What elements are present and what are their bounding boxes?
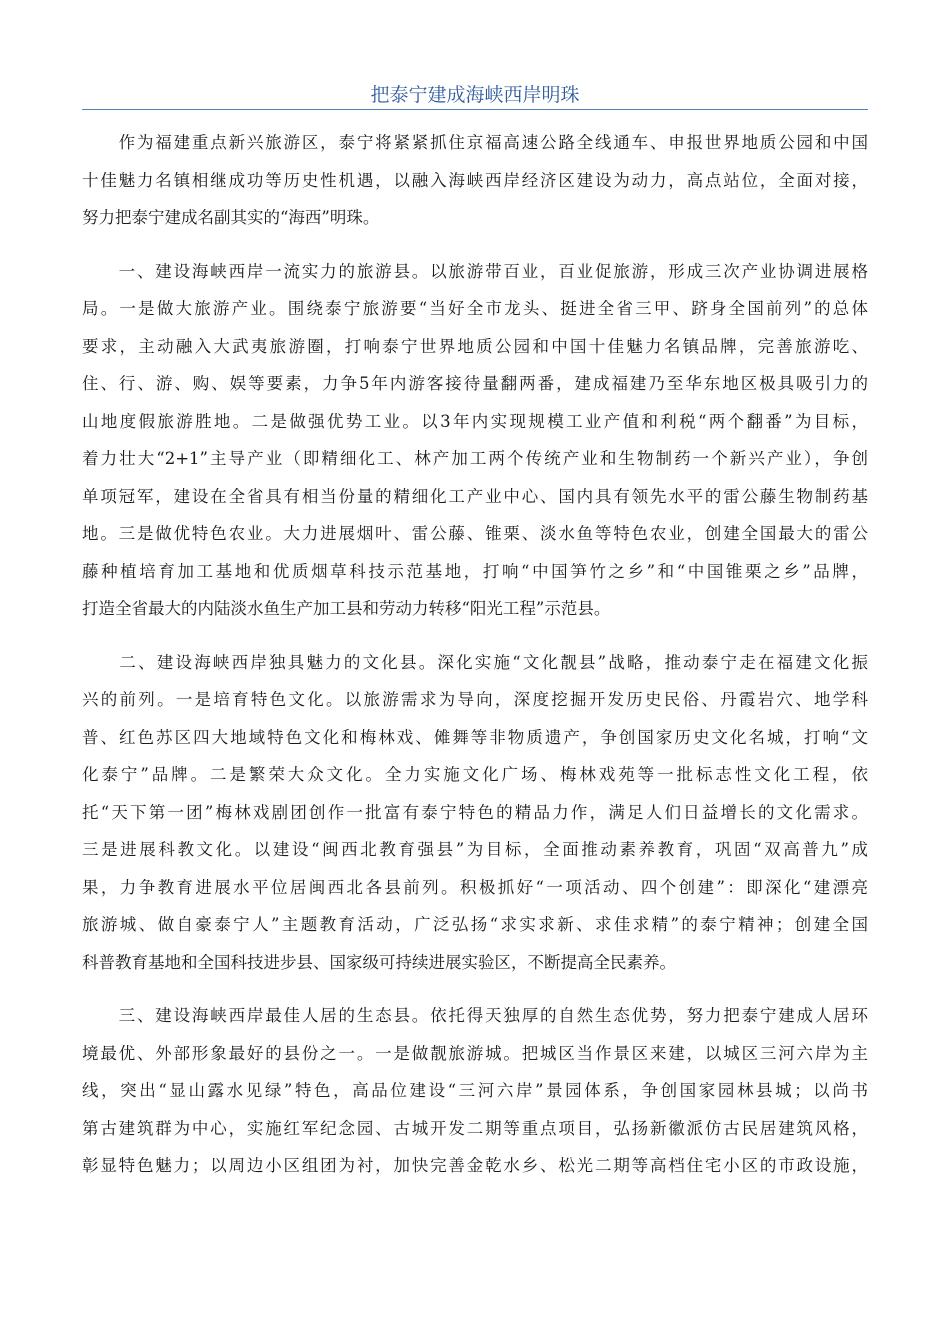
text-line: 藤种植培育加工基地和优质烟草科技示范基地，打响“中国笋竹之乡”和“中国锥栗之乡”品牌， (82, 561, 868, 581)
paragraph-culture (82, 644, 868, 982)
text-line: 努力把泰宁建成名副其实的“海西”明珠。 (82, 208, 380, 227)
text-line: 着力壮大“2+1”主导产业（即精细化工、林产加工两个传统产业和生物制药一个新兴产业），争创 (82, 449, 868, 468)
text-line: 境最优、外部形象最好的县份之一。一是做靓旅游城。把城区当作景区来建，以城区三河六岸为主 (82, 1043, 868, 1063)
title-underline (82, 109, 868, 110)
text-line: 一、建设海峡西岸一流实力的旅游县。以旅游带百业，百业促旅游，形成三次产业协调进展格 (82, 261, 868, 281)
text-line: 化泰宁”品牌。二是繁荣大众文化。全力实施文化广场、梅林戏苑等一批标志性文化工程，依 (82, 765, 868, 784)
text-line: 单项冠军，建设在全省具有相当份量的精细化工产业中心、国内具有领先水平的雷公藤生物制药基 (82, 486, 868, 506)
text-line: 作为福建重点新兴旅游区，泰宁将紧紧抓住京福高速公路全线通车、申报世界地质公园和中国 (82, 133, 868, 152)
text-line: 地。三是做优特色农业。大力进展烟叶、雷公藤、锥栗、淡水鱼等特色农业，创建全国最大的雷公 (82, 524, 868, 543)
text-line: 十佳魅力名镇相继成功等历史性机遇，以融入海峡西岸经济区建设为动力，高点站位，全面对接， (82, 170, 868, 190)
text-line: 果，力争教育进展水平位居闽西北各县前列。积极抓好“一项活动、四个创建”：即深化“建漂亮 (82, 877, 868, 897)
text-line: 彰显特色魅力；以周边小区组团为衬，加快完善金乾水乡、松光二期等高档住宅小区的市政设施， (82, 1156, 868, 1175)
document-title: 把泰宁建成海峡西岸明珠 (370, 84, 580, 106)
text-line: 打造全省最大的内陆淡水鱼生产加工县和劳动力转移“阳光工程”示范县。 (82, 599, 611, 618)
text-line: 旅游城、做自豪泰宁人”主题教育活动，广泛弘扬“求实求新、求佳求精”的泰宁精神；创建全国 (82, 915, 868, 934)
text-line: 科普教育基地和全国科技进步县、国家级可持续进展实验区，不断提高全民素养。 (82, 952, 676, 972)
text-line: 山地度假旅游胜地。二是做强优势工业。以3年内实现规模工业产值和利税“两个翻番”为目标， (82, 411, 868, 431)
text-line: 三是进展科教文化。以建设“闽西北教育强县”为目标，全面推动素养教育，巩固“双高普九”成 (82, 840, 868, 859)
text-line: 二、建设海峡西岸独具魅力的文化县。深化实施“文化靓县”战略，推动泰宁走在福建文化振 (82, 652, 868, 672)
text-line: 要求，主动融入大武夷旅游圈，打响泰宁世界地质公园和中国十佳魅力名镇品牌，完善旅游吃、 (82, 336, 868, 356)
text-line: 住、行、游、购、娱等要素，力争5年内游客接待量翻两番，建成福建乃至华东地区极具吸引力的 (82, 374, 868, 393)
text-line: 线，突出“显山露水见绿”特色，高品位建设“三河六岸”景园体系，争创国家园林县城；以尚书 (82, 1081, 868, 1100)
text-line: 兴的前列。一是培育特色文化。以旅游需求为导向，深度挖掘开发历史民俗、丹霞岩穴、地学科 (82, 690, 868, 709)
text-line: 三、建设海峡西岸最佳人居的生态县。依托得天独厚的自然生态优势，努力把泰宁建成人居环 (82, 1006, 868, 1025)
paragraph-intro (82, 124, 868, 237)
text-line: 第古建筑群为中心，实施红军纪念园、古城开发二期等重点项目，弘扬新徽派仿古民居建筑风格， (82, 1118, 868, 1138)
paragraph-tourism (82, 253, 868, 628)
paragraph-ecology (82, 997, 868, 1185)
text-line: 托“天下第一团”梅林戏剧团创作一批富有泰宁特色的精品力作，满足人们日益增长的文化需求。 (82, 802, 868, 822)
text-line: 普、红色苏区四大地域特色文化和梅林戏、傩舞等非物质遗产，争创国家历史文化名城，打响“文 (82, 727, 868, 747)
text-line: 局。一是做大旅游产业。围绕泰宁旅游要“当好全市龙头、挺进全省三甲、跻身全国前列”的总体 (82, 299, 868, 318)
document-body (82, 124, 868, 1201)
